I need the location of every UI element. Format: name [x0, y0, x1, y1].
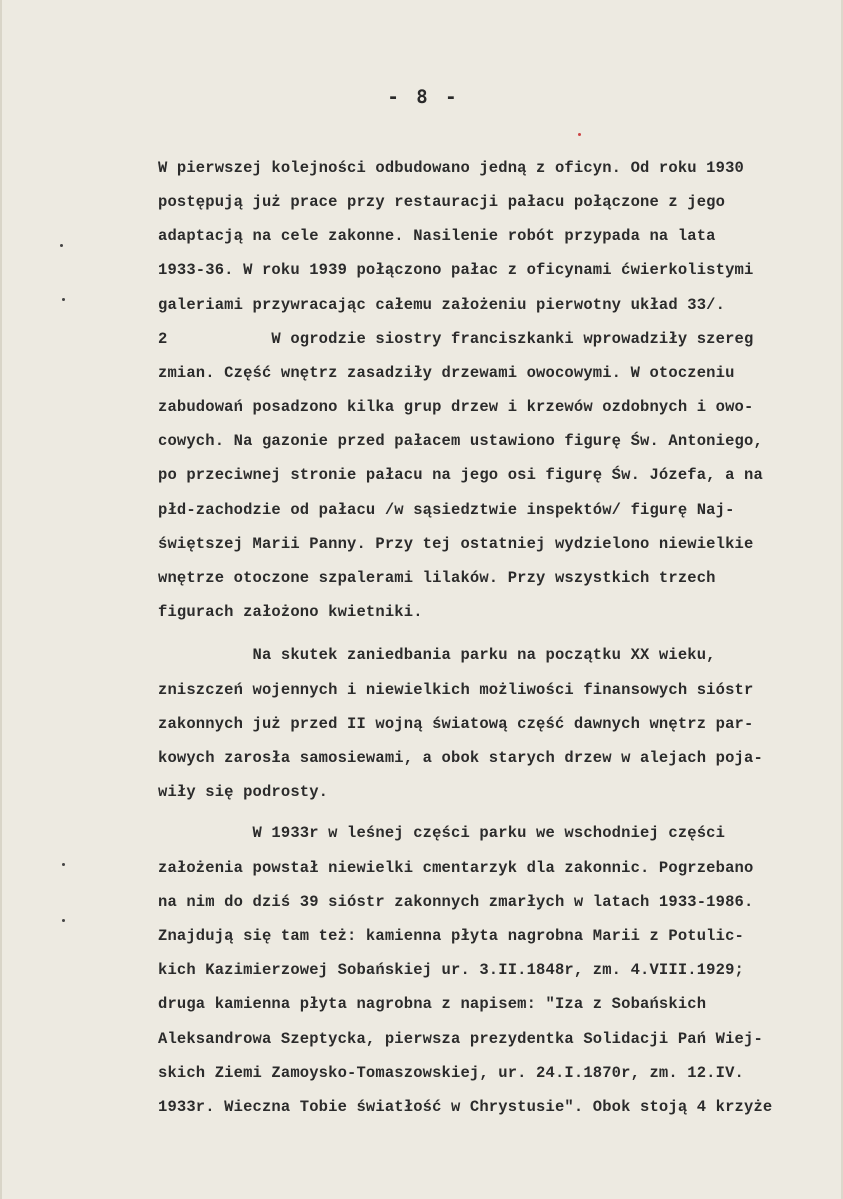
text-line: na nim do dziś 39 sióstr zakonnych zmarłych w latach 1933-1986. — [158, 893, 754, 911]
text-line: po przeciwnej stronie pałacu na jego osi figurę Św. Józefa, a na — [158, 466, 763, 484]
margin-dot — [62, 919, 65, 922]
text-line: kowych zarosła samosiewami, a obok starych drzew w alejach poja- — [158, 749, 763, 767]
text-line: wiły się podrosty. — [158, 783, 329, 801]
text-line: figurach założono kwietniki. — [158, 603, 423, 621]
margin-dot — [62, 298, 65, 301]
text-line: Aleksandrowa Szeptycka, pierwsza prezydentka Solidacji Pań Wiej- — [158, 1030, 763, 1048]
text-line: 1933r. Wieczna Tobie światłość w Chrystusie". Obok stoją 4 krzyże — [158, 1098, 773, 1116]
margin-dot — [62, 863, 65, 866]
text-line: zmian. Część wnętrz zasadziły drzewami owocowymi. W otoczeniu — [158, 364, 735, 382]
text-line: płd-zachodzie od pałacu /w sąsiedztwie inspektów/ figurę Naj- — [158, 501, 735, 519]
text-line: 2 W ogrodzie siostry franciszkanki wprowadziły szereg — [158, 330, 754, 348]
text-line: założenia powstał niewielki cmentarzyk dla zakonnic. Pogrzebano — [158, 859, 754, 877]
text-line: zabudowań posadzono kilka grup drzew i krzewów ozdobnych i owo- — [158, 398, 754, 416]
text-line: W 1933r w leśnej części parku we wschodniej części — [158, 824, 726, 842]
text-line: Znajdują się tam też: kamienna płyta nagrobna Marii z Potulic- — [158, 927, 744, 945]
text-line: W pierwszej kolejności odbudowano jedną z oficyn. Od roku 1930 — [158, 159, 744, 177]
text-line: wnętrze otoczone szpalerami lilaków. Przy wszystkich trzech — [158, 569, 716, 587]
text-line: zniszczeń wojennych i niewielkich możliwości finansowych sióstr — [158, 681, 754, 699]
text-line: skich Ziemi Zamoysko-Tomaszowskiej, ur. 24.I.1870r, zm. 12.IV. — [158, 1064, 744, 1082]
text-line: 1933-36. W roku 1939 połączono pałac z oficynami ćwierkolistymi — [158, 261, 754, 279]
text-line: zakonnych już przed II wojną światową część dawnych wnętrz par- — [158, 715, 754, 733]
page-number: - 8 - — [387, 86, 460, 108]
margin-dot — [60, 244, 63, 247]
text-line: cowych. Na gazonie przed pałacem ustawiono figurę Św. Antoniego, — [158, 432, 763, 450]
ink-speck — [578, 133, 581, 136]
text-line: kich Kazimierzowej Sobańskiej ur. 3.II.1848r, zm. 4.VIII.1929; — [158, 961, 744, 979]
text-line: galeriami przywracając całemu założeniu pierwotny układ 33/. — [158, 296, 726, 314]
text-line: postępują już prace przy restauracji pałacu połączone z jego — [158, 193, 726, 211]
text-line: adaptacją na cele zakonne. Nasilenie robót przypada na lata — [158, 227, 716, 245]
text-line: druga kamienna płyta nagrobna z napisem: "Iza z Sobańskich — [158, 995, 707, 1013]
text-line: Na skutek zaniedbania parku na początku XX wieku, — [158, 646, 716, 664]
text-line: świętszej Marii Panny. Przy tej ostatniej wydzielono niewielkie — [158, 535, 754, 553]
